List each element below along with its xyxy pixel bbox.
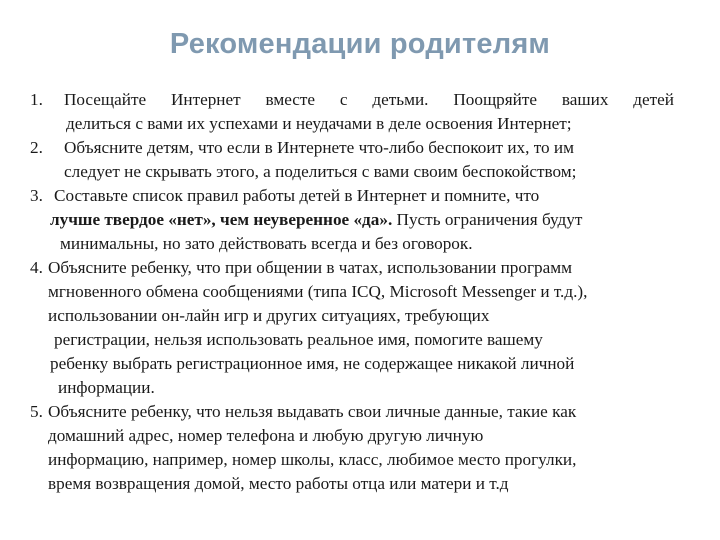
item-text-line: следует не скрывать этого, а поделиться с вами своим беспокойством; bbox=[64, 162, 577, 181]
item-text-line bbox=[50, 208, 582, 232]
item-text-line: информацию, например, номер школы, класс, любимое место прогулки, bbox=[48, 450, 577, 469]
item-number: 4. bbox=[30, 258, 43, 277]
item-text-line: Посещайте Интернет вместе с детьми. Поощряйте ваших детей bbox=[64, 90, 674, 109]
page-title: Рекомендации родителям bbox=[169, 28, 551, 60]
item-text-line: использовании он-лайн игр и других ситуациях, требующих bbox=[48, 306, 490, 325]
item-text-line: минимальны, но зато действовать всегда и без оговорок. bbox=[60, 234, 473, 253]
item-text-line: домашний адрес, номер телефона и любую другую личную bbox=[48, 426, 484, 445]
item-text-line: регистрации, нельзя использовать реальное имя, помогите вашему bbox=[54, 330, 543, 349]
emphasis-text: лучше твердое «нет», чем неуверенное «да». bbox=[50, 210, 393, 229]
item-text-line: время возвращения домой, место работы отца или матери и т.д bbox=[48, 474, 509, 493]
item-text-line: информации. bbox=[58, 378, 155, 397]
item-text-line: ребенку выбрать регистрационное имя, не содержащее никакой личной bbox=[50, 354, 575, 373]
item-text-line: делиться с вами их успехами и неудачами в деле освоения Интернет; bbox=[66, 114, 572, 133]
item-number: 1. bbox=[30, 90, 43, 109]
item-text-line: Объясните ребенку, что при общении в чатах, использовании программ bbox=[48, 258, 573, 277]
item-number: 5. bbox=[30, 402, 43, 421]
item-number: 3. bbox=[30, 186, 43, 205]
item-text-line: мгновенного обмена сообщениями (типа ICQ, Microsoft Messenger и т.д.), bbox=[48, 282, 588, 301]
item-text-line: Объясните ребенку, что нельзя выдавать свои личные данные, такие как bbox=[48, 402, 577, 421]
item-text-fragment: Пусть ограничения будут bbox=[392, 210, 583, 229]
item-text-line: Объясните детям, что если в Интернете что-либо беспокоит их, то им bbox=[64, 138, 574, 157]
item-text-line: Составьте список правил работы детей в Интернет и помните, что bbox=[54, 186, 540, 205]
item-number: 2. bbox=[30, 138, 43, 157]
